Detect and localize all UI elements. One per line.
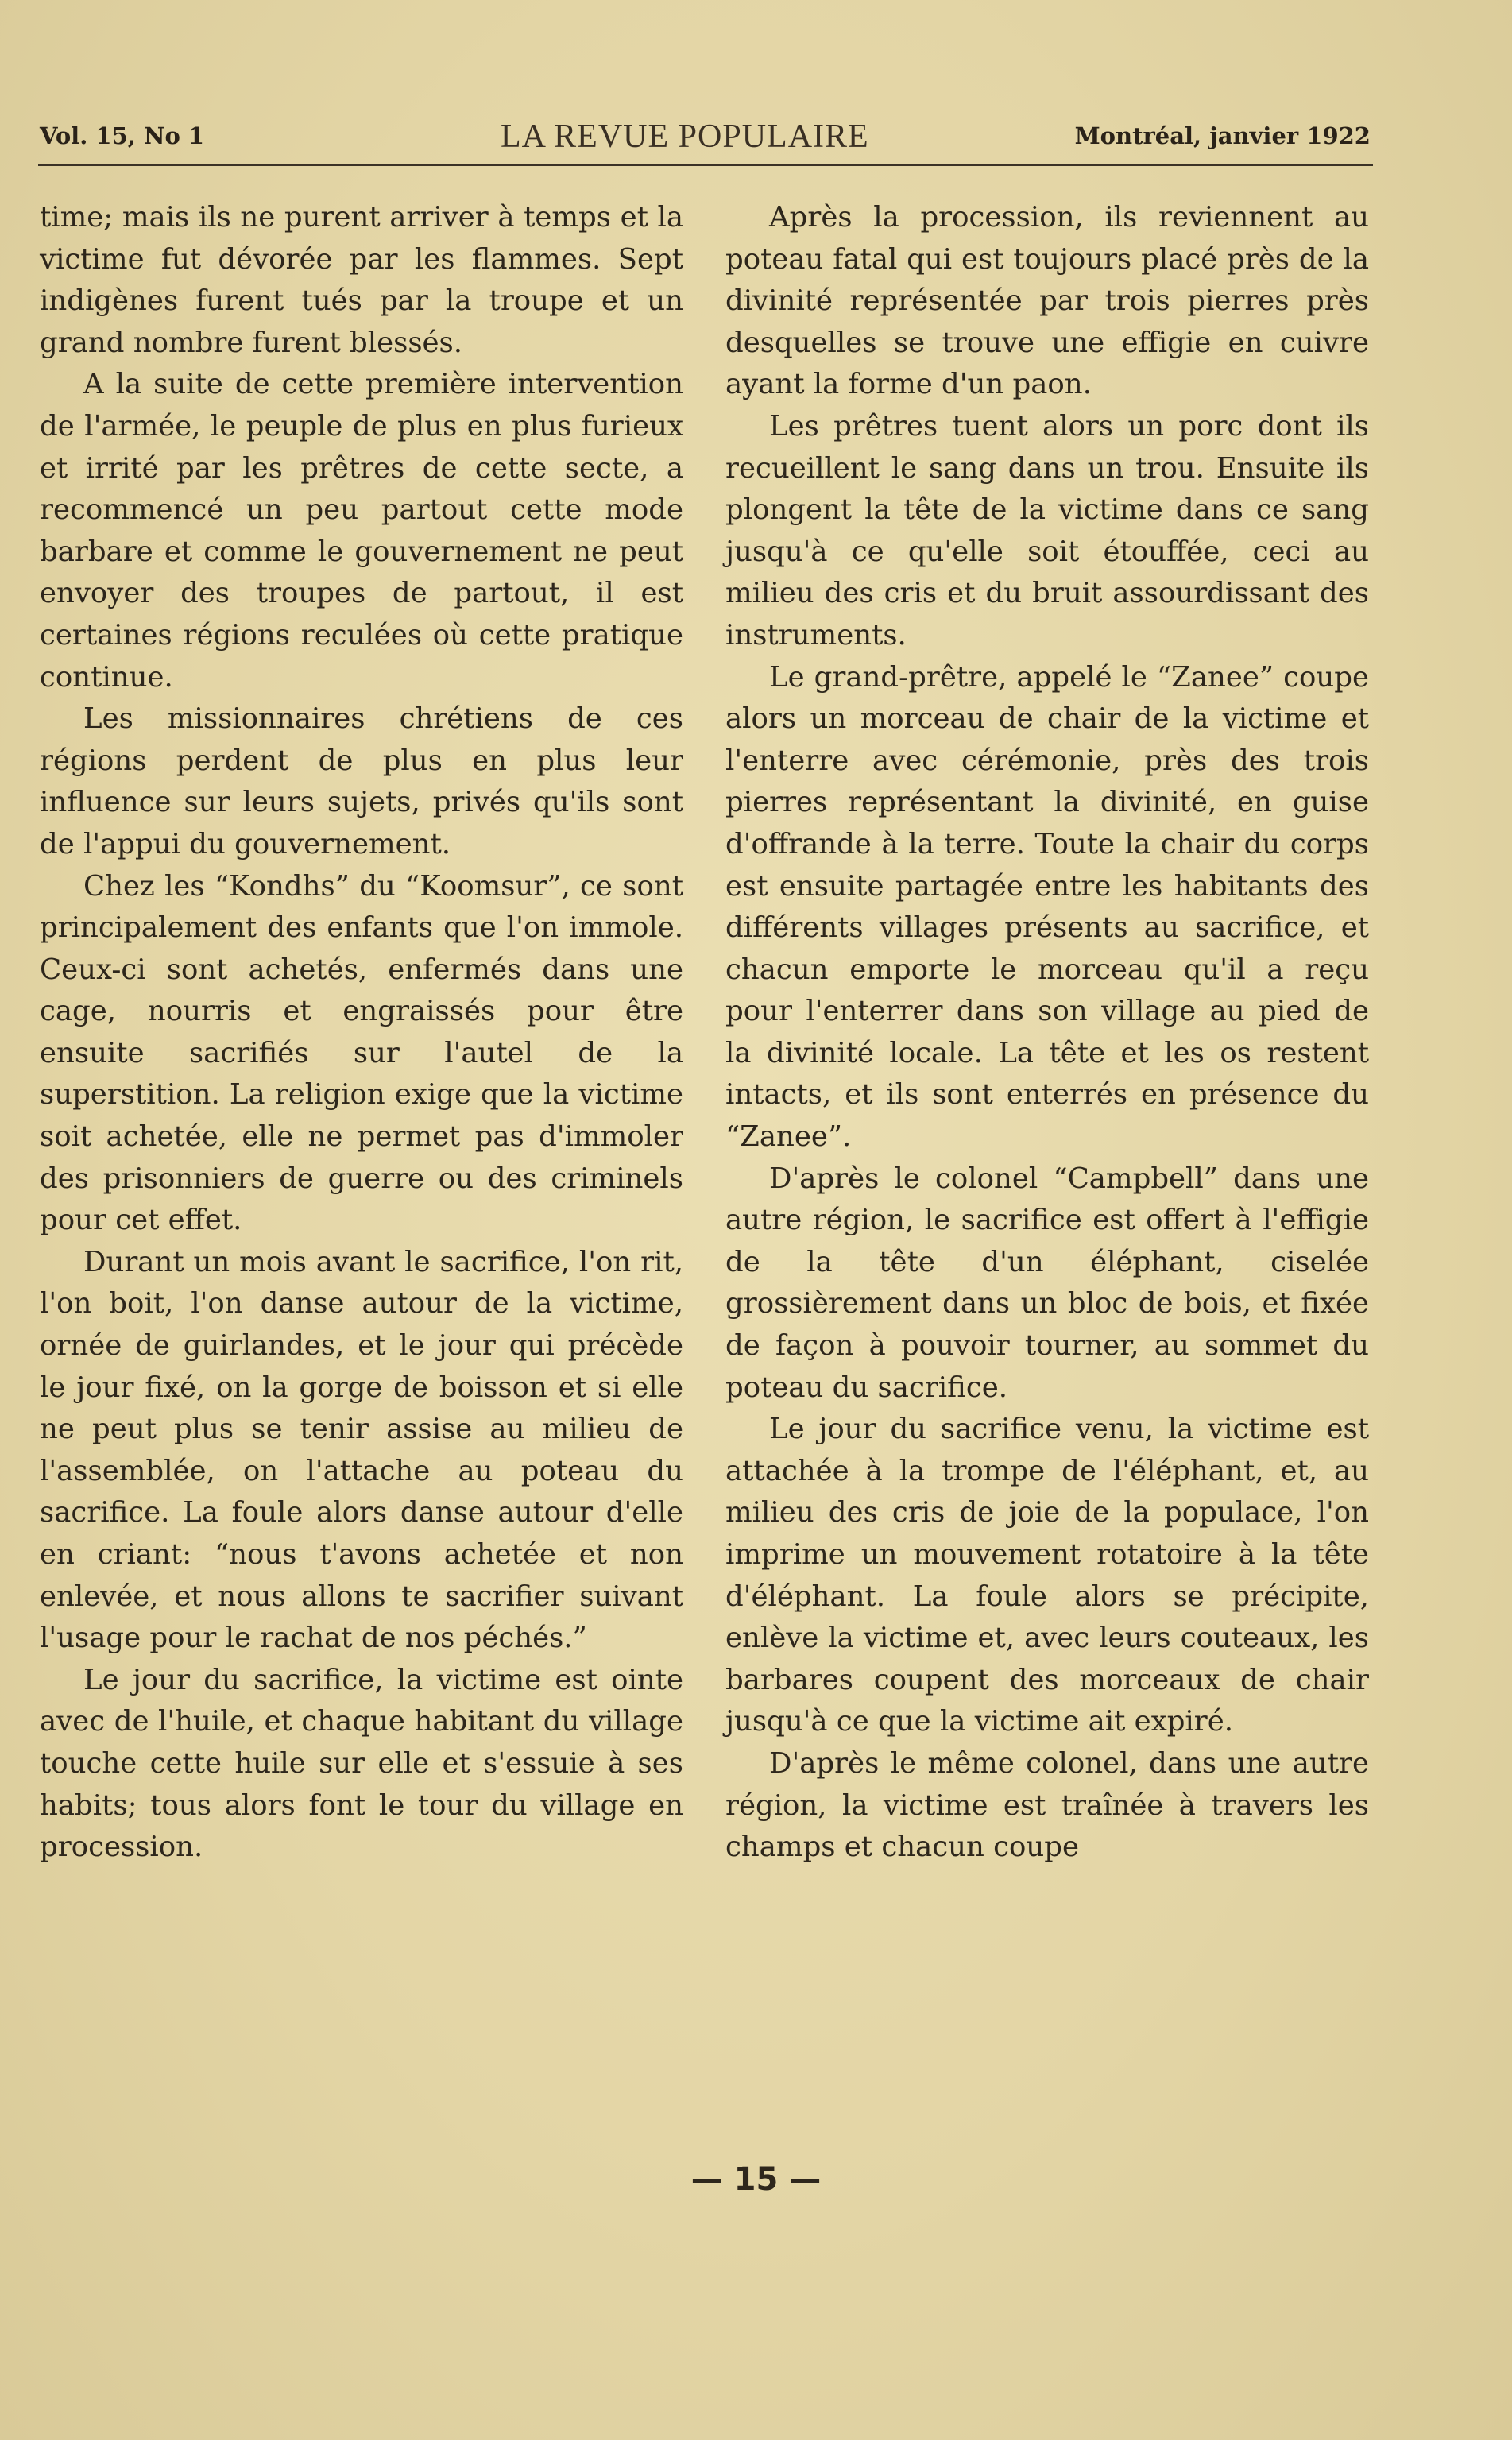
paragraph: Le grand-prêtre, appelé le “Zanee” coupe alors un morceau de chair de la victime et l'enterre avec cérémonie, près des trois pierres représentant la divinité, en guise d'offrande à la terre. Toute la chair du corps est ensuite partagée entre les habitants des différents villages présents au sacrifice, et chacun emporte le morceau qu'il a reçu pour l'enterrer dans son village au pied de la divinité locale. La tête et les os restent intacts, et ils sont enterrés en présence du “Zanee”. [725,660,1369,1154]
right-column [725,197,1369,1869]
paragraph: Après la procession, ils reviennent au poteau fatal qui est toujours placé près de la divinité représentée par trois pierres près desquelles se trouve une effigie en cuivre ayant la forme d'un paon. [725,201,1369,401]
page-number: — 15 — [690,2161,822,2198]
volume-number: Vol. 15, No 1 [40,122,205,149]
paragraph: D'après le colonel “Campbell” dans une autre région, le sacrifice est offert à l'effigie de la tête d'un éléphant, ciselée grossièrement dans un bloc de bois, et fixée de façon à pouvoir tourner, au sommet du poteau du sacrifice. [725,1162,1369,1404]
paragraph: Les prêtres tuent alors un porc dont ils recueillent le sang dans un trou. Ensuite ils plongent la tête de la victime dans ce sang jusqu'à ce qu'elle soit étouffée, ceci au milieu des cris et du bruit assourdissant des instruments. [725,409,1369,652]
page-header [40,118,1371,162]
paragraph: Le jour du sacrifice, la victime est ointe avec de l'huile, et chaque habitant du village touche cette huile sur elle et s'essuie à ses habits; tous alors font le tour du village en procession. [40,1663,683,1864]
paragraph: Durant un mois avant le sacrifice, l'on rit, l'on boit, l'on danse autour de la victime, ornée de guirlandes, et le jour qui précède le jour fixé, on la gorge de boisson et si elle ne peut plus se tenir assise au milieu de l'assemblée, on l'attache au poteau du sacrifice. La foule alors danse autour d'elle en criant: “nous t'avons achetée et non enlevée, et nous allons te sacrifier suivant l'usage pour le rachat de nos péchés.” [40,1245,683,1655]
header-rule [38,164,1373,166]
paragraph: A la suite de cette première intervention de l'armée, le peuple de plus en plus furieux et irrité par les prêtres de cette secte, a recommencé un peu partout cette mode barbare et comme le gouvernement ne peut envoyer des troupes de partout, il est certaines régions reculées où cette pratique continue. [40,368,683,694]
paragraph: time; mais ils ne purent arriver à temps et la victime fut dévorée par les flammes. Sept indigènes furent tués par la troupe et un grand nombre furent blessés. [40,201,683,359]
paragraph: Le jour du sacrifice venu, la victime est attachée à la trompe de l'éléphant, et, au milieu des cris de joie de la populace, l'on imprime un mouvement rotatoire à la tête d'éléphant. La foule alors se précipite, enlève la victime et, avec leurs couteaux, les barbares coupent des morceaux de chair jusqu'à ce que la victime ait expiré. [725,1413,1369,1738]
issue-date: Montréal, janvier 1922 [1074,122,1371,149]
paragraph: D'après le même colonel, dans une autre région, la victime est traînée à travers les champs et chacun coupe [725,1746,1369,1864]
paragraph: Les missionnaires chrétiens de ces régions perdent de plus en plus leur influence sur leurs sujets, privés qu'ils sont de l'appui du gouvernement. [40,702,683,860]
publication-title: LA REVUE POPULAIRE [501,118,869,155]
paragraph: Chez les “Kondhs” du “Koomsur”, ce sont principalement des enfants que l'on immole. Ceux-ci sont achetés, enfermés dans une cage, nourris et engraissés pour être ensuite sacrifiés sur l'autel de la superstition. La religion exige que la victime soit achetée, elle ne permet pas d'immoler des prisonniers de guerre ou des criminels pour cet effet. [40,869,683,1237]
left-column [40,197,683,1869]
